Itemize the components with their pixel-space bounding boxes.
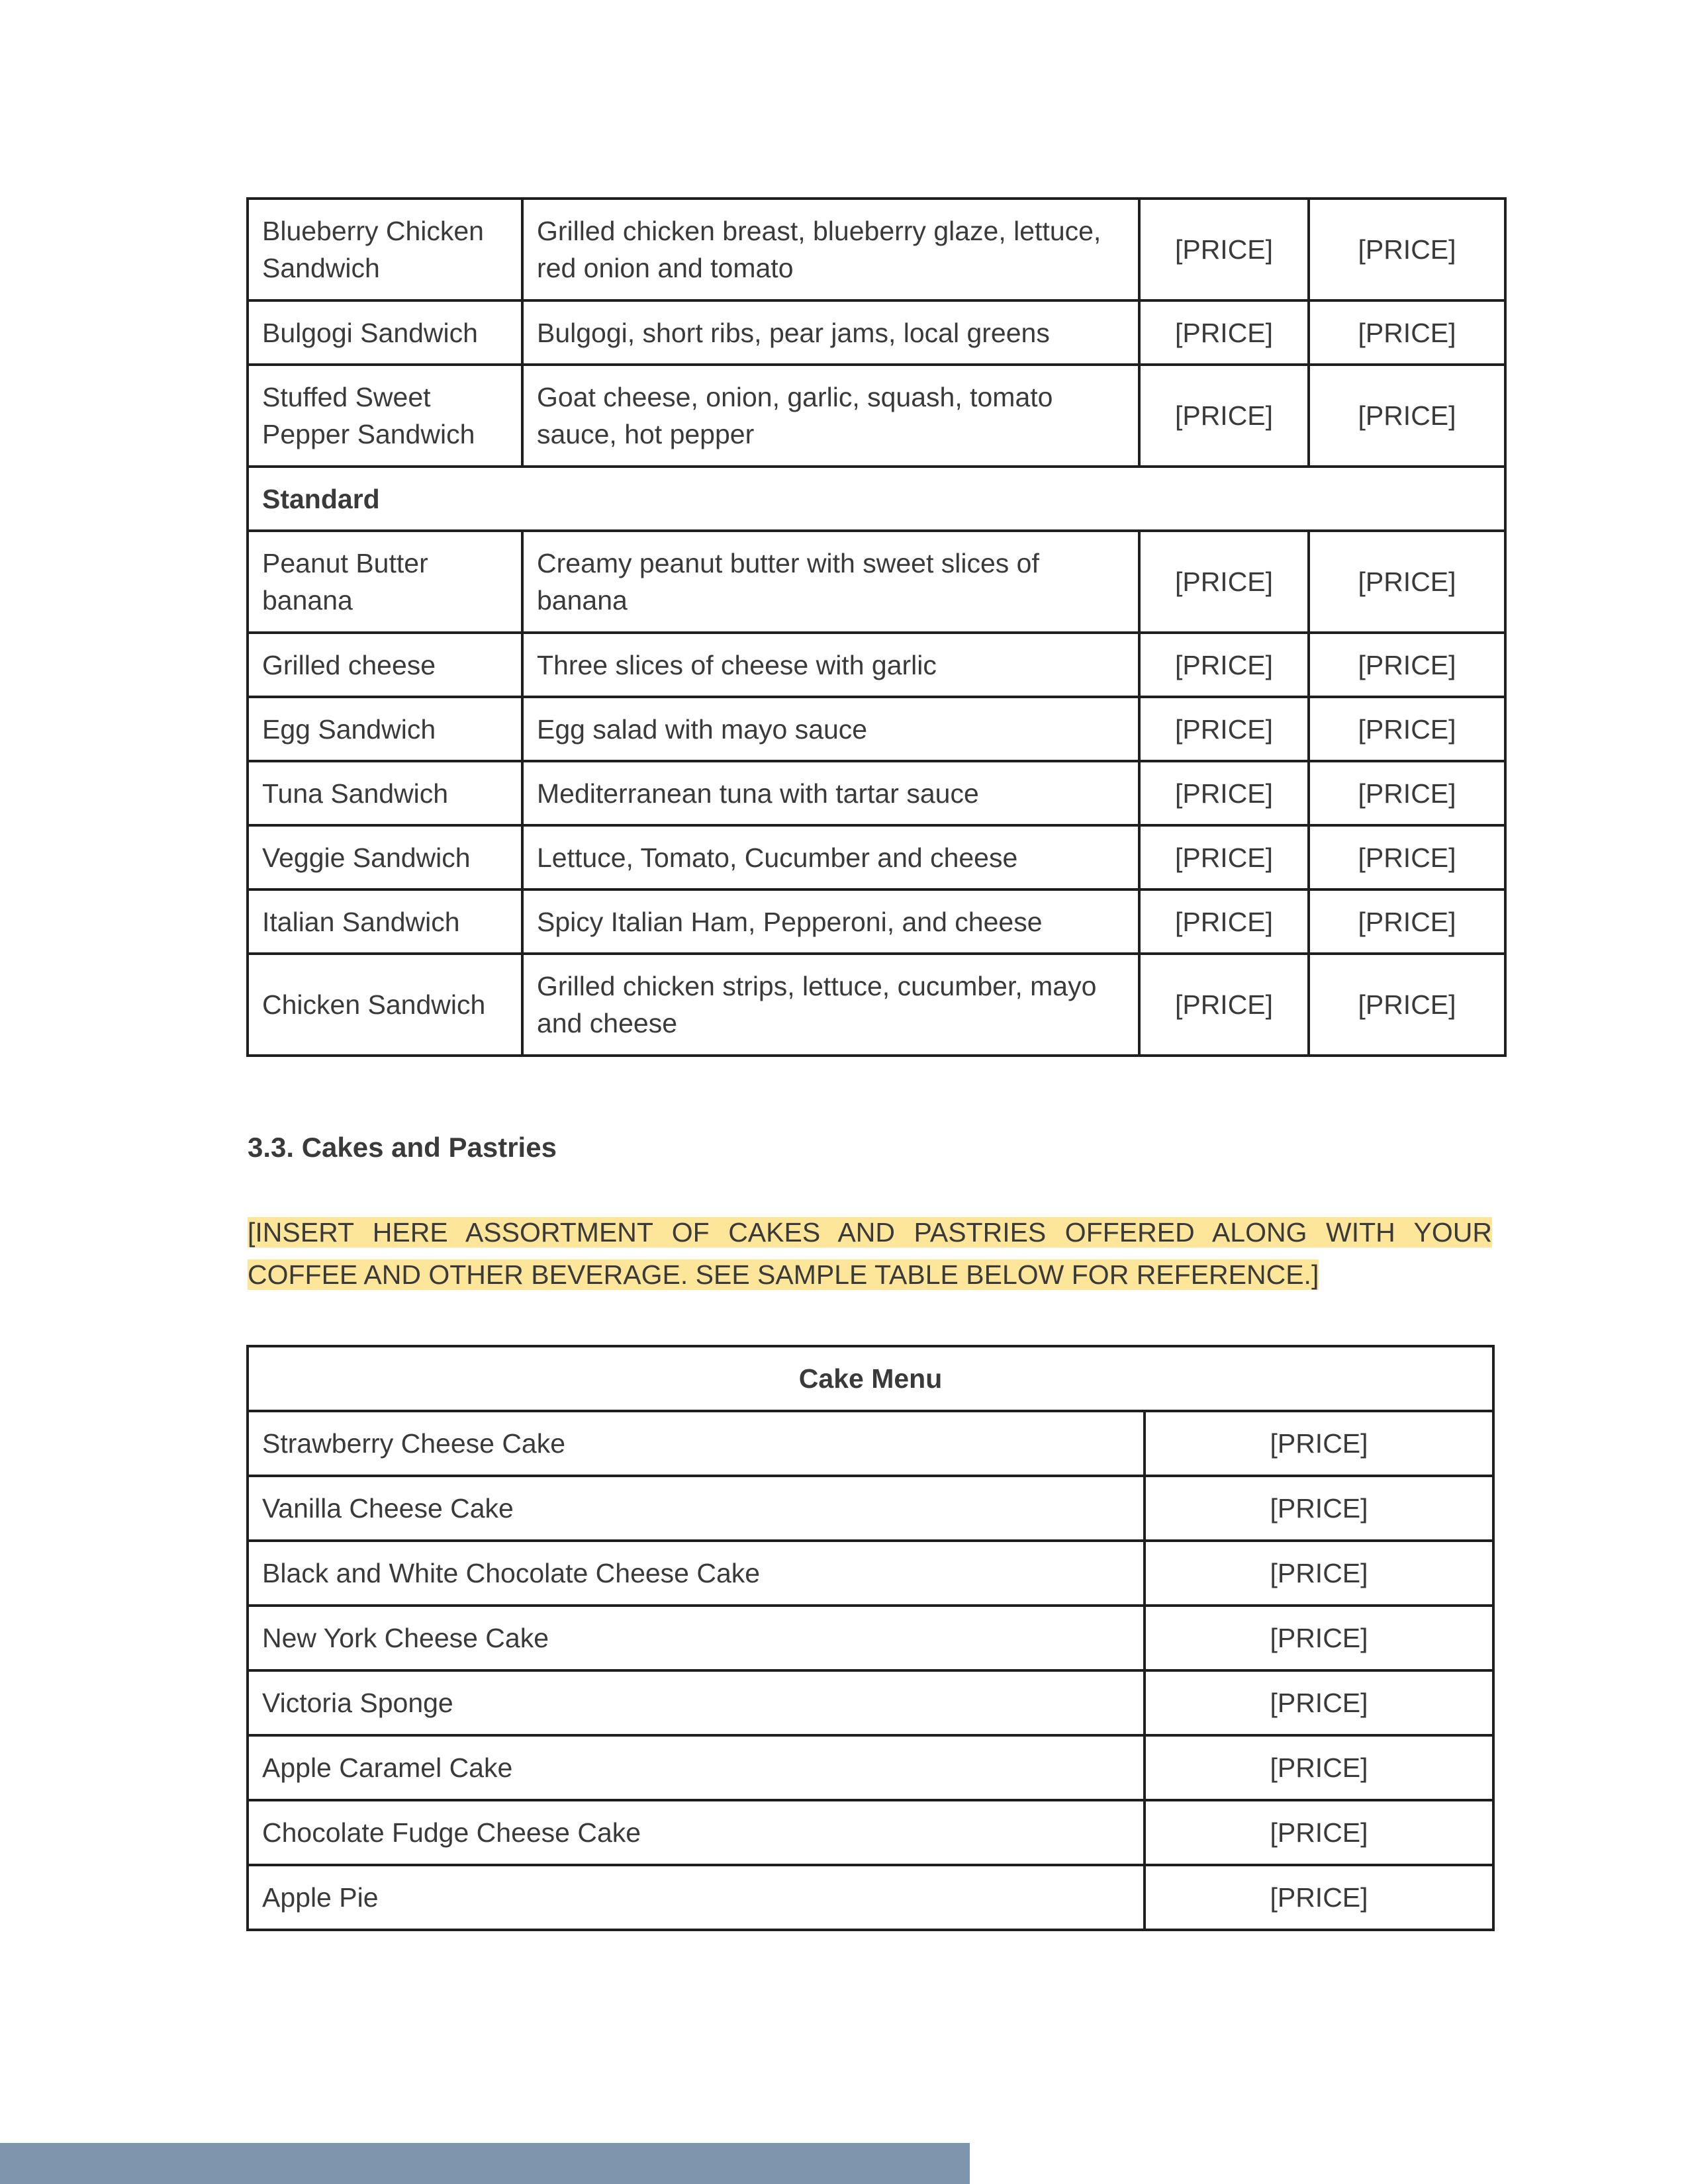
item-description: Three slices of cheese with garlic [522, 633, 1139, 697]
table-row [248, 633, 1505, 697]
item-description: Goat cheese, onion, garlic, squash, tomato sauce, hot pepper [522, 365, 1139, 467]
item-price: [PRICE] [1309, 697, 1505, 761]
table-row [248, 954, 1505, 1056]
table-subheader-row [248, 467, 1505, 531]
item-price: [PRICE] [1309, 300, 1505, 365]
item-description: Grilled chicken breast, blueberry glaze, lettuce, red onion and tomato [522, 199, 1139, 300]
item-price: [PRICE] [1309, 365, 1505, 467]
table-row [248, 697, 1505, 761]
cake-name: New York Cheese Cake [248, 1606, 1145, 1670]
table-row [248, 1411, 1493, 1476]
item-price: [PRICE] [1309, 825, 1505, 889]
table-row [248, 761, 1505, 825]
placeholder-paragraph [248, 1211, 1492, 1296]
cake-price: [PRICE] [1145, 1541, 1493, 1606]
highlighted-placeholder: [INSERT HERE ASSORTMENT OF CAKES AND PASTRIES OFFERED ALONG WITH YOUR COFFEE AND OTHER BEVERAGE. SEE SAMPLE TABLE BELOW FOR REFERENCE.] [248, 1217, 1492, 1290]
table-row [248, 1541, 1493, 1606]
item-price: [PRICE] [1139, 365, 1309, 467]
item-price: [PRICE] [1139, 761, 1309, 825]
table-row [248, 365, 1505, 467]
item-description: Egg salad with mayo sauce [522, 697, 1139, 761]
item-name: Tuna Sandwich [248, 761, 522, 825]
cake-price: [PRICE] [1145, 1476, 1493, 1541]
item-price: [PRICE] [1139, 531, 1309, 633]
cake-price: [PRICE] [1145, 1735, 1493, 1800]
item-description: Lettuce, Tomato, Cucumber and cheese [522, 825, 1139, 889]
cake-price: [PRICE] [1145, 1411, 1493, 1476]
table-row [248, 1476, 1493, 1541]
item-name: Chicken Sandwich [248, 954, 522, 1056]
item-price: [PRICE] [1139, 889, 1309, 954]
table-row [248, 889, 1505, 954]
cake-price: [PRICE] [1145, 1670, 1493, 1735]
item-price: [PRICE] [1139, 825, 1309, 889]
table-row [248, 531, 1505, 633]
item-description: Bulgogi, short ribs, pear jams, local greens [522, 300, 1139, 365]
item-price: [PRICE] [1139, 697, 1309, 761]
item-price: [PRICE] [1139, 954, 1309, 1056]
table-row [248, 1865, 1493, 1930]
item-name: Peanut Butter banana [248, 531, 522, 633]
table-row [248, 1800, 1493, 1865]
cake-menu-title: Cake Menu [248, 1346, 1493, 1411]
table-header-row [248, 1346, 1493, 1411]
item-name: Stuffed Sweet Pepper Sandwich [248, 365, 522, 467]
cake-name: Strawberry Cheese Cake [248, 1411, 1145, 1476]
table-row [248, 199, 1505, 300]
table-subheader: Standard [248, 467, 1505, 531]
cake-name: Victoria Sponge [248, 1670, 1145, 1735]
item-price: [PRICE] [1309, 761, 1505, 825]
cake-price: [PRICE] [1145, 1606, 1493, 1670]
item-price: [PRICE] [1139, 633, 1309, 697]
item-description: Mediterranean tuna with tartar sauce [522, 761, 1139, 825]
item-description: Creamy peanut butter with sweet slices of banana [522, 531, 1139, 633]
item-name: Egg Sandwich [248, 697, 522, 761]
cake-price: [PRICE] [1145, 1800, 1493, 1865]
item-price: [PRICE] [1309, 199, 1505, 300]
item-description: Grilled chicken strips, lettuce, cucumber, mayo and cheese [522, 954, 1139, 1056]
item-price: [PRICE] [1309, 531, 1505, 633]
item-name: Grilled cheese [248, 633, 522, 697]
table-row [248, 1735, 1493, 1800]
item-name: Veggie Sandwich [248, 825, 522, 889]
cake-name: Apple Caramel Cake [248, 1735, 1145, 1800]
footer-accent-bar [0, 2143, 970, 2184]
section-heading: 3.3. Cakes and Pastries [248, 1132, 557, 1163]
item-name: Italian Sandwich [248, 889, 522, 954]
table-row [248, 300, 1505, 365]
cake-name: Black and White Chocolate Cheese Cake [248, 1541, 1145, 1606]
sandwich-menu-table [246, 197, 1507, 1057]
item-name: Blueberry Chicken Sandwich [248, 199, 522, 300]
item-name: Bulgogi Sandwich [248, 300, 522, 365]
cake-name: Apple Pie [248, 1865, 1145, 1930]
item-price: [PRICE] [1309, 633, 1505, 697]
cake-menu-table [246, 1345, 1495, 1931]
item-price: [PRICE] [1309, 889, 1505, 954]
cake-name: Vanilla Cheese Cake [248, 1476, 1145, 1541]
cake-price: [PRICE] [1145, 1865, 1493, 1930]
table-row [248, 1606, 1493, 1670]
table-row [248, 825, 1505, 889]
item-price: [PRICE] [1139, 199, 1309, 300]
cake-name: Chocolate Fudge Cheese Cake [248, 1800, 1145, 1865]
item-description: Spicy Italian Ham, Pepperoni, and cheese [522, 889, 1139, 954]
table-row [248, 1670, 1493, 1735]
item-price: [PRICE] [1309, 954, 1505, 1056]
item-price: [PRICE] [1139, 300, 1309, 365]
